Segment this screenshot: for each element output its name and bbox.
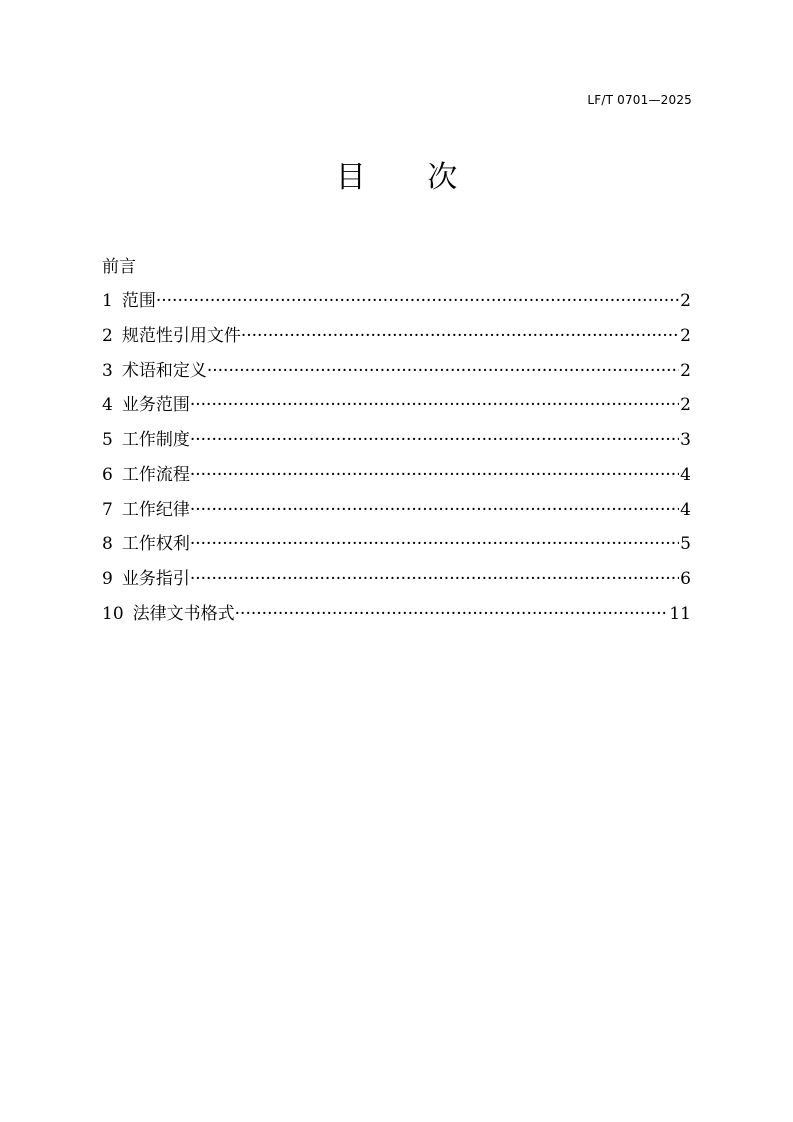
toc-entry-page: 4 [680, 499, 691, 520]
toc-entry-page: 2 [680, 395, 691, 416]
toc-entry-label: 工作权利 [121, 534, 190, 555]
toc-entry-work-system[interactable] [102, 416, 691, 451]
toc-entry-label: 前言 [102, 256, 136, 277]
toc-entry-label: 工作纪律 [121, 499, 190, 520]
toc-entry-number: 9 [102, 568, 113, 589]
toc-dot-leader [190, 429, 679, 451]
toc-entry-page: 2 [680, 291, 691, 312]
toc-dot-leader [207, 360, 679, 382]
toc-entry-page: 6 [680, 568, 691, 589]
toc-dot-leader [241, 325, 679, 347]
toc-title: 目 次 [335, 160, 484, 195]
toc-entry-number: 4 [102, 395, 113, 416]
toc-dot-leader [190, 533, 679, 555]
toc-entry-page: 5 [680, 534, 691, 555]
toc-entry-label: 业务指引 [121, 568, 190, 589]
toc-entry-label: 规范性引用文件 [121, 326, 241, 347]
document-code: LF/T 0701—2025 [587, 93, 692, 107]
toc-entry-label: 术语和定义 [121, 360, 207, 381]
toc-entry-number: 3 [102, 360, 113, 381]
toc-entry-label: 范围 [121, 291, 156, 312]
toc-entry-business-scope[interactable] [102, 382, 691, 417]
toc-entry-number: 7 [102, 499, 113, 520]
toc-entry-workflow[interactable] [102, 451, 691, 486]
toc-dot-leader [190, 394, 679, 416]
toc-entry-work-rights[interactable] [102, 521, 691, 556]
toc-dot-leader [190, 464, 679, 486]
toc-entry-page: 11 [669, 603, 691, 624]
toc-entry-page: 2 [680, 360, 691, 381]
toc-entry-foreword[interactable] [102, 243, 691, 278]
toc-dot-leader [235, 603, 669, 625]
toc-entry-business-guidance[interactable] [102, 555, 691, 590]
toc-entry-label: 法律文书格式 [132, 603, 235, 624]
toc-entry-page: 3 [680, 430, 691, 451]
toc-entry-number: 10 [102, 603, 124, 624]
toc-entry-scope[interactable] [102, 278, 691, 313]
toc-entry-label: 工作流程 [121, 464, 190, 485]
toc-entry-terms-definitions[interactable] [102, 347, 691, 382]
toc-entry-number: 2 [102, 326, 113, 347]
toc-entry-work-discipline[interactable] [102, 486, 691, 521]
toc-entry-normative-references[interactable] [102, 312, 691, 347]
toc-entry-page: 2 [680, 326, 691, 347]
toc-dot-leader [190, 568, 679, 590]
table-of-contents [102, 243, 691, 625]
toc-entry-number: 8 [102, 534, 113, 555]
toc-dot-leader [156, 290, 679, 312]
toc-entry-number: 6 [102, 464, 113, 485]
toc-entry-page: 4 [680, 464, 691, 485]
toc-entry-label: 业务范围 [121, 395, 190, 416]
toc-entry-number: 1 [102, 291, 113, 312]
toc-entry-legal-document-formats[interactable] [102, 590, 691, 625]
toc-entry-label: 工作制度 [121, 430, 190, 451]
toc-dot-leader [190, 499, 679, 521]
toc-entry-number: 5 [102, 430, 113, 451]
